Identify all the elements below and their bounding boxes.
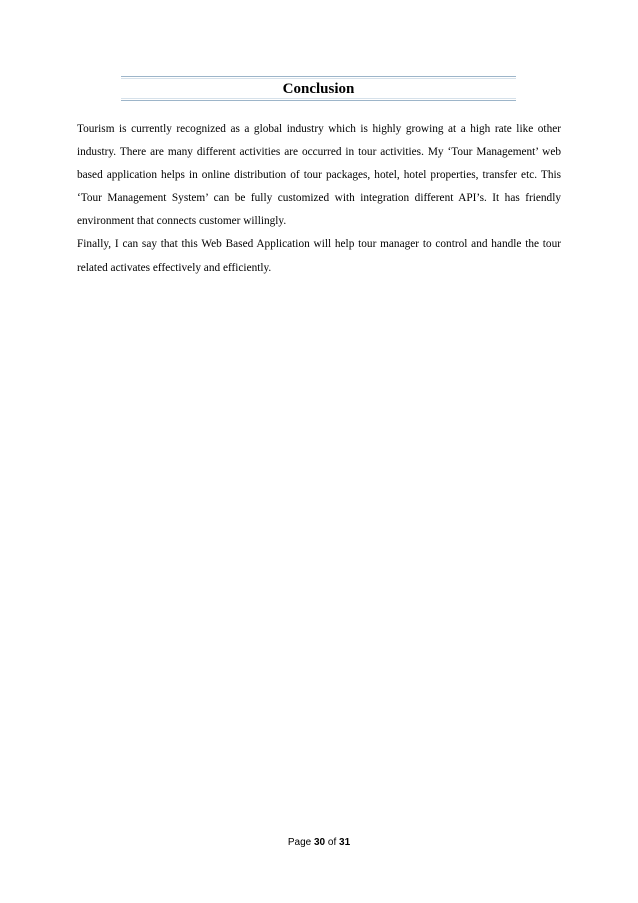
footer-total-pages: 31 <box>339 837 351 848</box>
paragraph-2: Finally, I can say that this Web Based Application will help tour manager to control and handle the tour related activates effectively and efficiently. <box>77 238 561 274</box>
page-title: Conclusion <box>282 81 355 97</box>
footer-page-label: Page <box>287 837 312 848</box>
footer-current-page: 30 <box>313 837 326 848</box>
page-footer <box>0 837 638 849</box>
body-text <box>77 118 561 280</box>
paragraph-1: Tourism is currently recognized as a global industry which is highly growing at a high rate like other industry. There are many different activities are occurred in tour activities. My ‘Tour Management’ web based application helps in online distribution of tour packages, hotel, hotel properties, transfer etc. This ‘Tour Management System’ can be fully customized with integration different API’s. It has friendly environment that connects customer willingly. <box>77 123 561 228</box>
footer-of-label: of <box>327 837 337 848</box>
heading-rule-block <box>121 76 516 101</box>
